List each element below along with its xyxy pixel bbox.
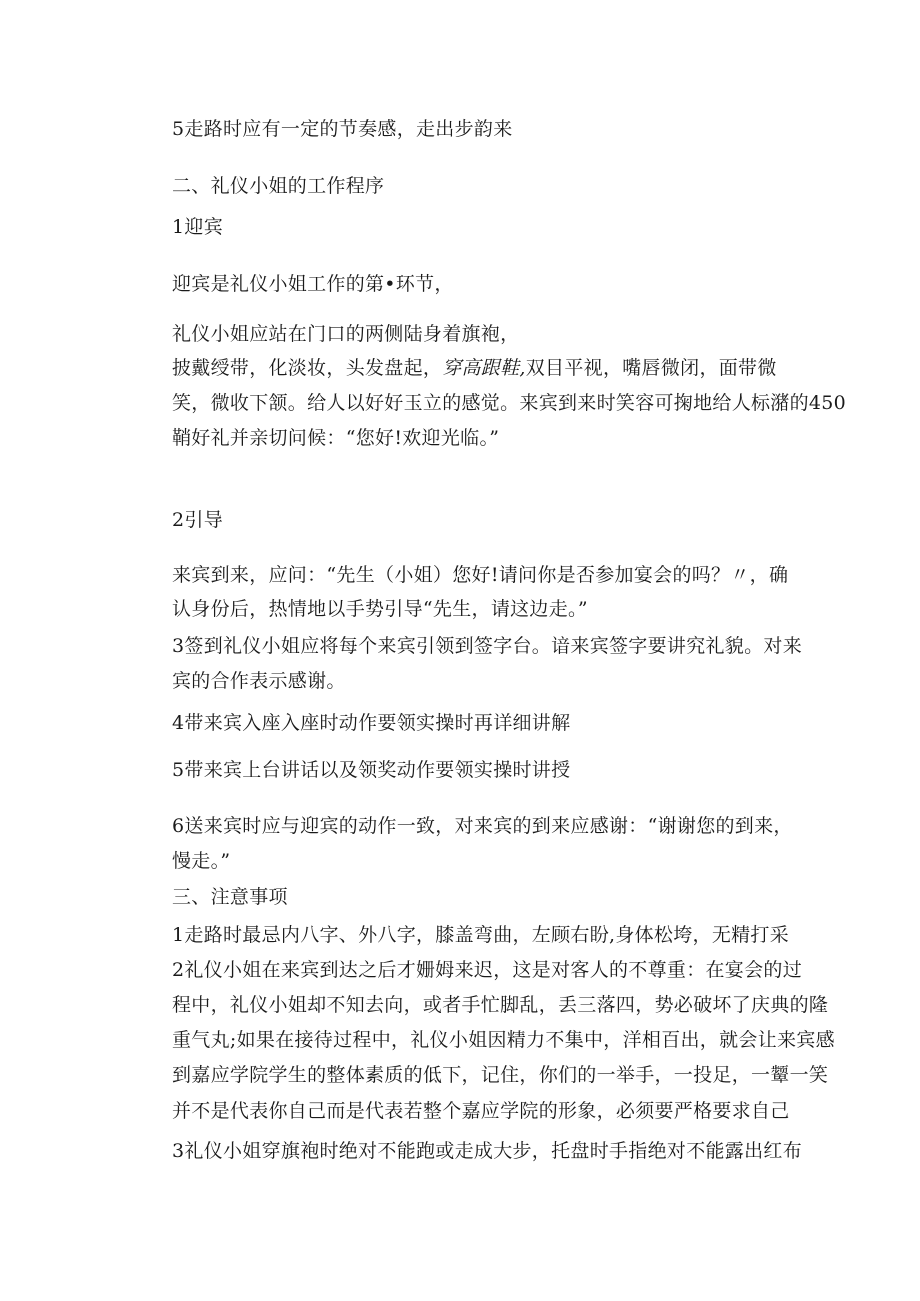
note-2-line5: 并不是代表你自己而是代表若整个嘉应学院的形象，必须要严格要求自己 <box>172 1100 790 1122</box>
note-2-line1: 2礼仪小姐在来宾到达之后才姗姆来迟，这是对客人的不尊重：在宴会的过 <box>172 959 802 981</box>
note-2-line4: 到嘉应学院学生的整体素质的低下，记住，你们的一举手，一投足，一颦一笑 <box>172 1064 829 1086</box>
paragraph-stage: 5带来宾上台讲话以及领奖动作要领实操时讲授 <box>172 759 571 781</box>
attire-italic-text: 穿高跟鞋, <box>442 357 526 379</box>
note-1: 1走路时最忌内八字、外八字，膝盖弯曲，左顾右盼,身体松垮，无精打采 <box>172 924 790 946</box>
subheading-guide: 2引导 <box>172 509 223 531</box>
paragraph-farewell-line2: 慢走。” <box>172 850 231 872</box>
paragraph-signin-line2: 宾的合作表示感谢。 <box>172 670 346 692</box>
attire-text: 披戴绶带，化淡妆，头发盘起， <box>172 357 443 379</box>
note-3: 3礼仪小姐穿旗袍时绝对不能跑或走成大步，托盘时手指绝对不能露出红布 <box>172 1140 802 1162</box>
paragraph-welcome-attire-line2: 笑，微收下颔。给人以好好玉立的感觉。来宾到来时笑容可掬地给人标潴的450 <box>172 392 847 414</box>
paragraph-signin-line1: 3签到礼仪小姐应将每个来宾引领到签字台。谙来宾签字要讲究礼貌。对来 <box>172 635 802 657</box>
paragraph-walking-rhythm: 5走路时应有一定的节奏感，走出步韵来 <box>172 118 513 140</box>
attire-text-continued: 双目平视，嘴唇微闭，面带微 <box>525 357 777 379</box>
paragraph-welcome-attire <box>172 356 777 380</box>
section-heading-work-procedure: 二、礼仪小姐的工作程序 <box>172 175 385 197</box>
paragraph-guide-line2: 认身份后，热情地以手势引导“先生，请这边走。” <box>172 598 588 620</box>
section-heading-precautions: 三、注意事项 <box>172 886 288 908</box>
subheading-welcome: 1迎宾 <box>172 216 223 238</box>
paragraph-welcome-attire-line3: 鞘好礼并亲切问候：“您好!欢迎光临。” <box>172 427 500 449</box>
paragraph-farewell-line1: 6送来宾时应与迎宾的动作一致，对来宾的到来应感谢：“谢谢您的到来， <box>172 815 793 837</box>
paragraph-welcome-intro: 迎宾是礼仪小姐工作的第•环节， <box>172 273 454 295</box>
paragraph-seating: 4带来宾入座入座时动作要领实操时再详细讲解 <box>172 712 571 734</box>
note-2-line3: 重气丸;如果在接待过程中，礼仪小姐因精力不集中，洋相百出，就会让来宾感 <box>172 1029 835 1051</box>
paragraph-guide-line1: 来宾到来，应问：“先生（小姐）您好!请问你是否参加宴会的吗？〃，确 <box>172 564 789 586</box>
paragraph-welcome-position: 礼仪小姐应站在门口的两侧陆身着旗袍， <box>172 323 520 345</box>
note-2-line2: 程中，礼仪小姐却不知去向，或者手忙脚乱，丢三落四，势必破坏了庆典的隆 <box>172 994 829 1016</box>
